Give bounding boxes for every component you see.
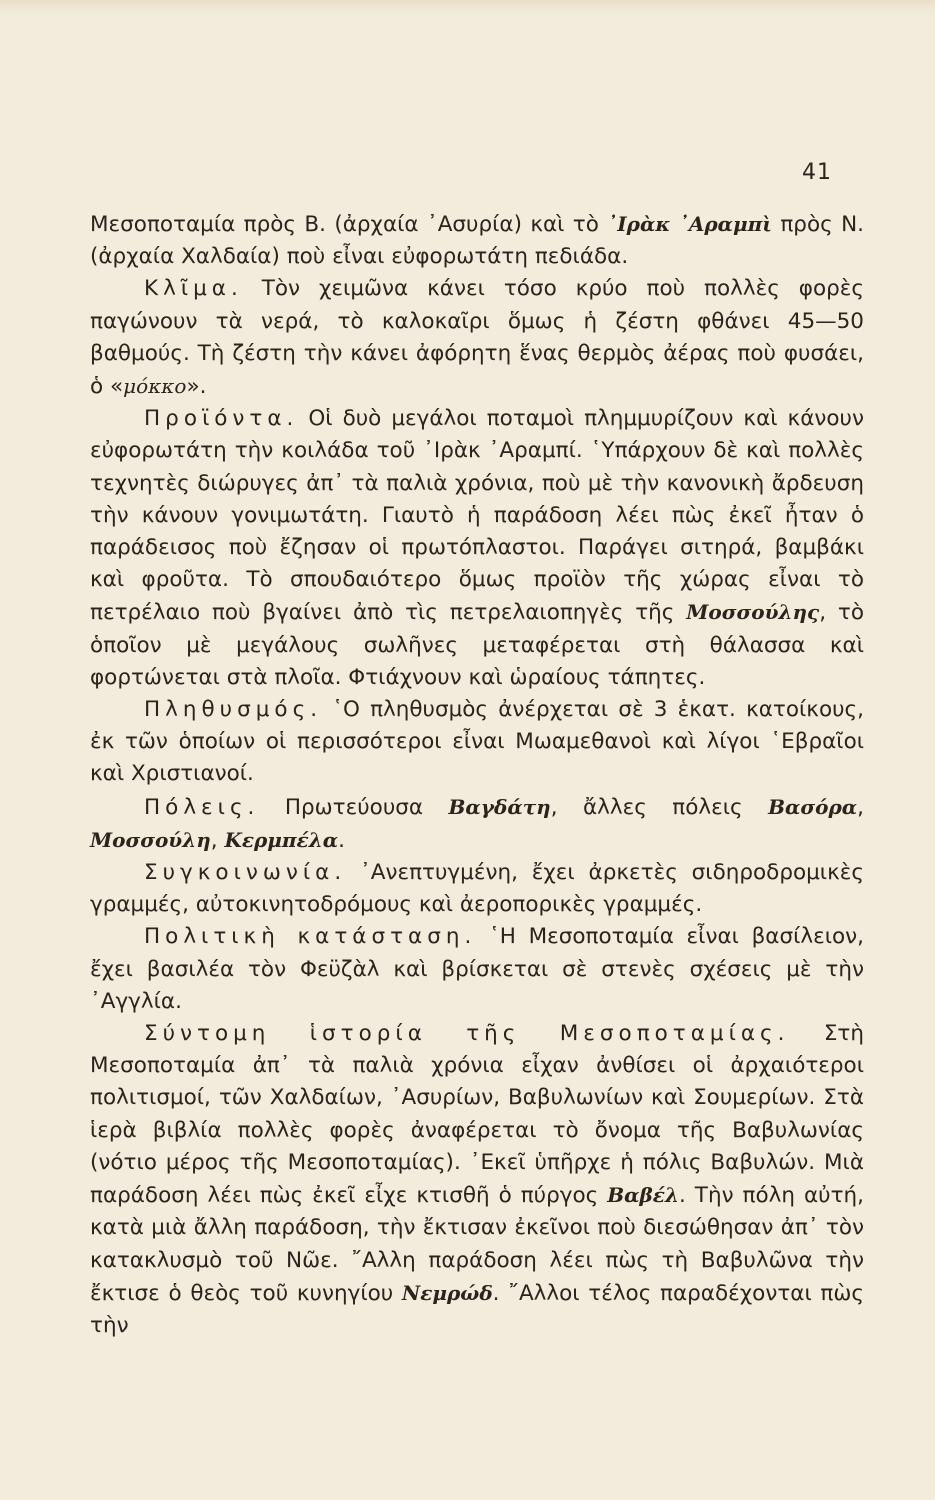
paragraph-transport [90, 857, 864, 921]
page-edge [0, 0, 935, 14]
text-run: . ῎Αλλοι τέλος παραδέχονται πὼς τὴν [90, 1280, 864, 1338]
page-number: 41 [802, 160, 832, 185]
section-heading: Πολιτικὴ κατάσταση. [144, 924, 477, 950]
place-name-emphasis: ᾿Ιρὰκ ᾿Αραμπὶ [607, 212, 772, 236]
section-heading: Σύντομη ἱστορία τῆς Μεσοποταμίας. [144, 1021, 790, 1047]
text-run: ». [186, 374, 207, 400]
paragraph-population [90, 694, 864, 791]
tower-name-emphasis: Βαβέλ [607, 1183, 679, 1208]
book-page-text [90, 208, 864, 1342]
text-run: Μεσοποταμία πρὸς Β. (ἀρχαία ᾿Ασυρία) καὶ τὸ [90, 212, 608, 237]
text-run: πρὸς Ν. (ἀρχαία Χαλδαία) ποὺ εἶναι εὐφορωτάτη πεδιάδα. [90, 212, 864, 270]
person-name-emphasis: Νεμρώδ [401, 1280, 493, 1305]
text-run: ῾Η Μεσοποταμία εἶναι βασίλειον, ἔχει βασιλέα τὸν Φεϋζὰλ καὶ βρίσκεται σὲ στενὲς σχέσεις μὲ τὴν ᾿Αγγλία. [90, 924, 864, 1014]
text-run: Πρωτεύουσα [259, 794, 449, 820]
paragraph-continuation [90, 208, 864, 273]
text-run: ῾Ο πληθυσμὸς ἀνέρχεται σὲ 3 ἑκατ. κατοίκους, ἐκ τῶν ὁποίων οἱ περισσότεροι εἶναι Μωαμεθανοὶ καὶ λίγοι ῾Εβραῖοι καὶ Χριστιανοί. [90, 697, 864, 787]
text-run: , ἄλλες πόλεις [550, 794, 769, 820]
section-heading: Κλῖμα. [144, 276, 243, 302]
place-name-emphasis: Μοσσούλης [686, 600, 820, 625]
paragraph-history [90, 1018, 864, 1342]
city-name-emphasis: Βασόρα [768, 794, 858, 819]
text-run: , [210, 827, 225, 853]
paragraph-climate [90, 273, 864, 403]
text-run: , [857, 794, 864, 820]
section-heading: Πόλεις. [144, 794, 260, 820]
city-name-emphasis: Κερμπέλα [224, 827, 339, 852]
paragraph-cities [90, 791, 864, 857]
text-run: . [338, 827, 345, 853]
text-run: Στὴ Μεσοποταμία ἀπ᾿ τὰ παλιὰ χρόνια εἶχαν ἀνθίσει οἱ ἀρχαιότεροι πολιτισμοί, τῶν Χαλδαίων, ᾿Ασυρίων, Βαβυλωνίων καὶ Σουμερίων. Στὰ ἱερὰ βιβλία πολλὲς φορὲς ἀναφέρεται τὸ ὄνομα τῆς Βαβυλωνίας (νότιο μέρος τῆς Μεσοποταμίας). ᾿Εκεῖ ὑπῆρχε ἡ πόλις Βαβυλών. Μιὰ παράδοση λέει πὼς ἐκεῖ εἶχε κτισθῆ ὁ πύργος [90, 1021, 864, 1209]
text-run: Τὸν χειμῶνα κάνει τόσο κρύο ποὺ πολλὲς φορὲς παγώνουν τὰ νερά, τὸ καλοκαῖρι ὅμως ἡ ζέστη φθάνει 45—50 βαθμούς. Τὴ ζέστη τὴν κάνει ἀφόρητη ἕνας θερμὸς ἀέρας ποὺ φυσάει, ὁ « [90, 276, 864, 400]
city-name-emphasis: Βαγδάτη [448, 794, 551, 819]
text-run: , τὸ ὁποῖον μὲ μεγάλους σωλῆνες μεταφέρεται στὴ θάλασσα καὶ φορτώνεται στὰ πλοῖα. Φτιάχνουν καὶ ὡραίους τάπητες. [90, 600, 864, 690]
text-run: ᾿Ανεπτυγμένη, ἔχει ἀρκετὲς σιδηροδρομικὲς γραμμές, αὐτοκινητοδρόμους καὶ ἀεροπορικὲς γραμμές. [90, 860, 864, 918]
paragraph-politics [90, 921, 864, 1018]
city-name-emphasis: Μοσσούλη [90, 827, 211, 852]
section-heading: Πληθυσμός. [144, 697, 323, 723]
text-run: Οἱ δυὸ μεγάλοι ποταμοὶ πλημμυρίζουν καὶ κάνουν εὐφορωτάτη τὴν κοιλάδα τοῦ ᾿Ιρὰκ ᾿Αραμπί. ῾Υπάρχουν δὲ καὶ πολλὲς τεχνητὲς διώρυγες ἀπ᾿ τὰ παλιὰ χρόνια, ποὺ μὲ τὴν κανονικὴ ἄρδευση τὴν κάνουν γονιμωτάτη. Γιαυτὸ ἡ παράδοση λέει πὼς ἐκεῖ ἦταν ὁ παράδεισος ποὺ ἔζησαν οἱ πρωτόπλαστοι. Παράγει σιτηρά, βαμβάκι καὶ φροῦτα. Τὸ σπουδαιότερο ὅμως προϊὸν τῆς χώρας εἶναι τὸ πετρέλαιο ποὺ βγαίνει ἀπὸ τὶς πετρελαιοπηγὲς τῆς [90, 406, 864, 626]
wind-name-emphasis: μόκκο [123, 374, 187, 399]
section-heading: Προϊόντα. [144, 406, 299, 432]
paragraph-products [90, 403, 864, 694]
section-heading: Συγκοινωνία. [144, 860, 347, 886]
text-run: . Τὴν πόλη αὐτή, κατὰ μιὰ ἄλλη παράδοση, τὴν ἔκτισαν ἐκεῖνοι ποὺ διεσώθησαν ἀπ᾿ τὸν κατακλυσμὸ τοῦ Νῶε. ῎Αλλη παράδοση λέει πὼς τὴ Βαβυλῶνα τὴν ἔκτισε ὁ θεὸς τοῦ κυνηγίου [90, 1183, 864, 1306]
